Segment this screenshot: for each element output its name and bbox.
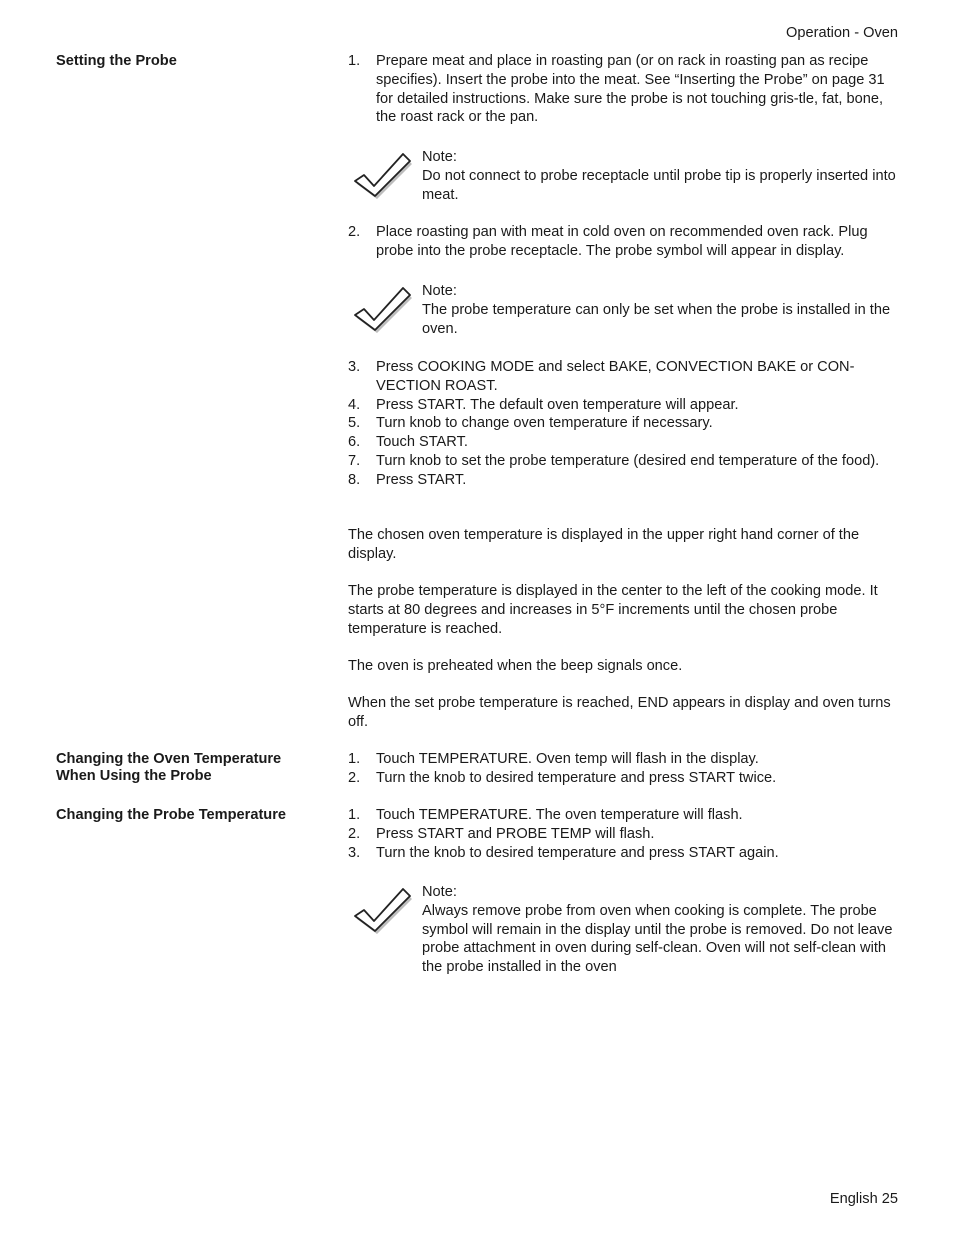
page-number: English 25 (829, 1191, 898, 1207)
step-text: Press START. (376, 471, 467, 488)
note-block-2 (348, 282, 900, 342)
step-text: Place roasting pan with meat in cold oven on recommended oven rack. Plug probe into the probe receptacle. The probe symbol will appear in display. (376, 224, 868, 259)
page-header-section: Operation - Oven (786, 25, 898, 41)
list-item (348, 52, 900, 127)
list-item (348, 825, 900, 844)
step-number: 2. (348, 769, 361, 786)
heading-setting-probe: Setting the Probe (56, 53, 177, 69)
steps-setting-probe-b (348, 223, 900, 261)
step-number: 1. (348, 53, 361, 69)
note-text: Always remove probe from oven when cooking is complete. The probe symbol will remain in the display until the probe is removed. Do not leave probe attachment in oven during self-clean. Oven will not self-clean with the probe installed in the oven (422, 902, 893, 976)
step-text: Touch TEMPERATURE. Oven temp will flash in the display. (376, 751, 759, 767)
step-number: 6. (348, 434, 361, 451)
step-number: 2. (348, 825, 361, 842)
step-number: 7. (348, 452, 361, 469)
steps-changing-oven-temp (348, 750, 900, 788)
step-text: Turn the knob to desired temperature and press START again. (376, 844, 779, 861)
list-item (348, 769, 900, 788)
heading-changing-probe-temp: Changing the Probe Temperature (56, 807, 287, 823)
paragraph-oven-temp-display: The chosen oven temperature is displayed in the upper right hand corner of the display. (348, 527, 860, 562)
step-number: 3. (348, 359, 361, 375)
heading-changing-oven-temp: Changing the Oven Temperature When Using the Probe (56, 751, 282, 784)
steps-setting-probe-a (348, 52, 900, 127)
list-item (348, 396, 900, 415)
list-item (348, 433, 900, 452)
note-label: Note: (422, 283, 457, 299)
paragraph-preheated: The oven is preheated when the beep signals once. (348, 658, 683, 674)
step-number: 3. (348, 844, 361, 861)
list-item (348, 452, 900, 471)
step-number: 8. (348, 471, 361, 488)
step-text: Press START and PROBE TEMP will flash. (376, 825, 655, 842)
step-number: 1. (348, 751, 361, 767)
checkmark-icon (350, 883, 412, 937)
paragraph-probe-temp-display: The probe temperature is displayed in the center to the left of the cooking mode. It starts at 80 degrees and increases in 5°F increments until the chosen probe temperature is reached. (348, 583, 878, 637)
step-text: Turn knob to set the probe temperature (desired end temperature of the food). (376, 452, 880, 469)
note-label: Note: (422, 884, 457, 900)
checkmark-icon (350, 148, 412, 202)
list-item (348, 471, 900, 490)
note-block-3 (348, 883, 900, 979)
step-number: 2. (348, 224, 361, 240)
list-item (348, 358, 900, 396)
step-number: 1. (348, 807, 361, 823)
list-item (348, 750, 900, 769)
step-number: 4. (348, 396, 361, 413)
note-text: The probe temperature can only be set when the probe is installed in the oven. (422, 301, 891, 337)
checkmark-icon (350, 282, 412, 336)
list-item (348, 844, 900, 863)
list-item (348, 806, 900, 825)
note-text: Do not connect to probe receptacle until probe tip is properly inserted into meat. (422, 167, 896, 203)
steps-changing-probe-temp (348, 806, 900, 862)
step-text: Prepare meat and place in roasting pan (or on rack in roasting pan as recipe specifies). Insert the probe into the meat. See “Inserting the Probe” on page 31 for detailed instructions. Make sure the probe is not touching gris-tle, fat, bone, the roast rack or the pan. (376, 53, 885, 126)
paragraph-end: When the set probe temperature is reached, END appears in display and oven turns off. (348, 695, 891, 730)
list-item (348, 223, 900, 261)
steps-setting-probe-c (348, 358, 900, 490)
step-text: Touch START. (376, 434, 468, 451)
step-text: Press START. The default oven temperature will appear. (376, 396, 739, 413)
note-block-1 (348, 148, 900, 208)
step-text: Touch TEMPERATURE. The oven temperature will flash. (376, 807, 743, 823)
step-text: Turn knob to change oven temperature if necessary. (376, 415, 713, 432)
step-text: Press COOKING MODE and select BAKE, CONVECTION BAKE or CON-VECTION ROAST. (376, 359, 855, 394)
step-text: Turn the knob to desired temperature and press START twice. (376, 769, 777, 786)
step-number: 5. (348, 415, 361, 432)
list-item (348, 414, 900, 433)
note-label: Note: (422, 149, 457, 165)
